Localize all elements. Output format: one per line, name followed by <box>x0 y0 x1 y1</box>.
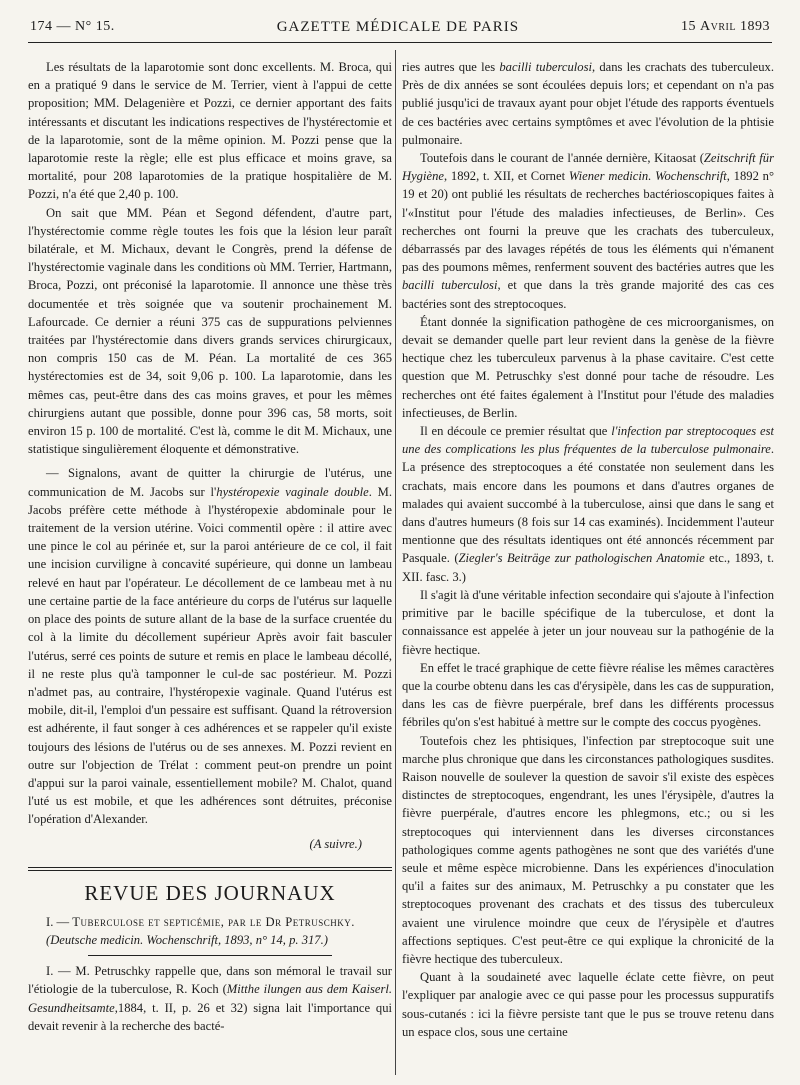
paragraph <box>28 962 392 1035</box>
italic-term: hystéropexie vaginale double <box>216 484 369 499</box>
journal-title: GAZETTE MÉDICALE DE PARIS <box>276 18 520 35</box>
paragraph: En effet le tracé graphique de cette fièvre réalise les mêmes caractères que la courbe obtenu dans les cas d'érysipèle, dans les cas de suppuration, dans les cas de fièvre puerpérale, bref dans les différents processus fébriles qu'on s'est habitué à mettre sur le compte des coccus pyogènes. <box>402 660 774 730</box>
italic-term: Wiener medicin. Wochenschrift <box>568 169 727 184</box>
entry-number: I. — <box>46 914 70 929</box>
section-title: REVUE DES JOURNAUX <box>84 880 336 905</box>
paragraph: Quant à la soudaineté avec laquelle éclate cette fièvre, on peut l'expliquer par analogie avec ce qui passe pour les processus suppuratifs sous-cutanés : ici la fièvre persiste tant que le pus se trouve retenu dans un espace clos, sous une certaine <box>402 970 774 1039</box>
text-run: Il en découle ce premier résultat que <box>420 424 612 439</box>
issue-date <box>681 19 770 35</box>
italic-term: bacilli tuberculosi <box>402 278 498 293</box>
italic-term: Zeitschrift für Hygiène <box>402 151 774 184</box>
entry-source: (Deutsche medicin. Wochenschrift, 1893, n° 14, p. 317.) <box>46 932 328 947</box>
text-run: ries autres que les <box>402 60 500 74</box>
text-run: , 1892, t. XII, et Cornet <box>443 169 569 184</box>
text-run: , et que dans la très grande majorité des cas ces bactéries sont des streptocoques. <box>402 278 774 311</box>
page-header <box>30 14 770 40</box>
text-run: — Signalons, avant de quitter la chirurgie de l'utérus, une communication de M. Jacobs sur l' <box>28 466 392 499</box>
italic-term: Ziegler's Beiträge zur pathologischen Anatomie <box>458 551 705 566</box>
text-run: . La présence des streptocoques a été constatée non seulement dans les crachats, mais encore dans les poumons et dans d'autres organes de malades qui avaient succombé à la tuberculose, ainsi que dans le sang et dans d'autres humeurs (8 fois sur 14 cas examinés). Incidemment l'auteur mentionne que des résultats identiques ont été annoncés récemment par Pasquale. ( <box>402 442 774 566</box>
text-run: I. — M. Petruschky rappelle que, dans son mémoral le travail sur l'étiologie de la tuberculose, R. Koch ( <box>28 964 392 997</box>
paragraph: Les résultats de la laparotomie sont donc excellents. M. Broca, qui en a pratiqué 9 dans le service de M. Terrier, vient à l'appui de cette proposition; MM. Delagenière et Pozzi, ce dernier apportant des faits intéressants et discutant les indications respectives de l'hystérectomie et de la laparotomie, sont de la même opinion. M. Pozzi pense que la laparotomie reste la règle; elle est plus efficace et moins grave, sa mortalité, pour 208 laparotomies de la pratique hospitalière de M. Pozzi, n'a été que 2,40 p. 100. <box>28 60 392 202</box>
date-day: 15 <box>681 19 697 34</box>
text-run: etc., 1893, t. XII. fasc. 3.) <box>402 551 774 584</box>
right-column <box>402 58 774 1073</box>
italic-term: l'infection par streptocoques est une des complications les plus fréquentes de la tuberculose pulmonaire <box>402 424 774 457</box>
continued-note: (A suivre.) <box>309 836 362 851</box>
text-run: ,1884, t. II, p. 26 et 32) signa lait l'importance qui devait revenir à la recherche des bacté- <box>28 1000 392 1033</box>
section-rule <box>28 870 392 871</box>
paragraph: On sait que MM. Péan et Segond défendent, d'autre part, l'hystérectomie comme règle toutes les fois que la lésion leur paraît bilatérale, et M. Michaux, devant le Congrès, prend la défense de l'hystérectomie vaginale dans les conditions où MM. Terrier, Hartmann, Broca, Pozzi, ont préconisé la laparotomie. Il annonce une thèse très documentée et très soignée que va soutenir prochainement M. Lafourcade. Ce dernier a réuni 375 cas de suppurations pelviennes traitées par l'hystérectomie dans divers grands services chirurgicaux, non compris 150 cas de M. Péan. La mortalité de ces 365 hystérectomies est de 34, soit 9,06 p. 100. La laparotomie, dans les mêmes cas, peut-être dans des cas moins graves, et pour les mêmes chirurgiens autant que possible, donne pour 396 cas, 58 morts, soit environ 15 p. 100 de mortalité. C'est là, comme le dit M. Michaux, une statistique singulièrement éloquente et démonstrative. <box>28 205 392 457</box>
text-run: . M. Jacobs préfère cette méthode à l'hystéropexie abdominale pour le traitement de la version utérine. Voici commentil opère : il attire avec une pince le col au périnée et, sur la paroi antérieure de ce col, il fait une incision curviligne à concavité supérieure, qui donne un lambeau relevé en haut par l'opérateur. Le décollement de ce lambeau met à nu une certaine partie de la face antérieure du corps de l'utérus sur laquelle on place des points de suture allant de la base de la surface cruentée du col à la limite du décollement supérieur Après avoir fait basculer l'utérus, serré ces points de suture et remis en place le lambeau décollé, il ne reste plus qu'à tamponner le cul-de sac postérieur. M. Pozzi n'admet pas, au contraire, l'hystéropexie vaginale. Quand l'utérus est mobile, dit-il, l'emploi d'un pessaire est suffisant. Quand la rétroversion est adhérente, il faut songer à ces adhérences et se rappeler qu'il existe toujours des lésions de l'utérus ou de ses annexes. M. Pozzi revient en outre sur l'objection de Trélat : comment peut-on prendre un point d'appui sur la paroi vainale, essentiellement mobile? M. Chalot, quand l'uté us est mobile, et que les adhérences sont détruites, préconise l'opération d'Alexander. <box>28 484 392 827</box>
section-rule <box>28 867 392 868</box>
review-entry-title <box>28 913 392 931</box>
paragraph: Toutefois chez les phtisiques, l'infection par streptocoque suit une marche plus chronique que dans les circonstances pathologiques susdites. Raison nouvelle de soulever la question de savoir s'il existe des espèces distinctes de streptocoques, engendrant, les unes l'érysipèle, d'autres la fièvre puerpérale, d'autres encore les phlegmons, etc.; ou si les streptocoques qui interviennent dans les diverses circonstances pathologiques comme agents pathogènes ne sont que des variétés d'une seule et même espèce microbienne. Dans les expériences d'inoculation qu'il a faites sur des animaux, M. Petruschky a pu constater que les streptocoques provenant des crachats et des tissus des tuberculeux avaient une virulence moindre que ceux de l'érysipèle et d'autres affections septiques. C'est peut-être ce qui explique la chronicité de la fièvre hectique des tuberculeux. <box>402 733 774 966</box>
italic-term: bacilli tuberculosi <box>499 60 592 74</box>
entry-title-text: Tuberculose et septicémie, par le Dr Petruschky. <box>72 914 355 929</box>
paragraph <box>28 464 392 828</box>
column-divider <box>395 50 396 1075</box>
paragraph <box>402 58 774 149</box>
text-run: , 1892 n° 19 et 20) ont publié les résultats de recherches bactérioscopiques faites à l'«Institut pour l'étude des maladies infectieuses, de Berlin». Ces recherches ont fourni la preuve que les crachats des tuberculeux, débarrassés par des lavages répétés de tous les éléments qui n'émanent pas des poumons mêmes, renferment souvent des bactéries autres que les <box>402 169 774 275</box>
paragraph: Étant donnée la signification pathogène de ces microorganismes, on devait se demander quelle part leur revient dans la genèse de la fièvre hectique chez les tuberculeux parvenus à la phase cavitaire. C'est cette question que M. Petruschky s'est donné pour tache de résoudre. Les recherches ont été faites également à l'Institut pour l'étude des maladies infectieuses, de Berlin. <box>402 314 774 420</box>
paragraph: Il s'agit là d'une véritable infection secondaire qui s'ajoute à l'infection primitive par le bacille spécifique de la tuberculose, et dont la connaissance est appelée à jeter un jour nouveau sur la pathogénie de la fièvre hectique. <box>402 587 774 657</box>
italic-term: Mitthe ilungen aus dem Kaiserl. Gesundheitsamte <box>28 982 392 1015</box>
header-rule <box>28 42 772 43</box>
date-year: 1893 <box>740 19 770 34</box>
text-run: , dans les crachats des tuberculeux. Près de dix années se sont écoulées depuis lors; et cependant on n'a pas publié jusqu'ici de travaux ayant pour objet l'étude des rapports éventuels de ces bactéries avec certains symptômes et avec l'évolution de la phtisie pulmonaire. <box>402 60 774 147</box>
review-entry-source <box>28 931 392 949</box>
text-run: Toutefois dans le courant de l'année dernière, Kitaosat ( <box>420 151 704 166</box>
date-month: Avril <box>700 19 736 34</box>
left-column <box>28 58 392 1073</box>
entry-rule <box>88 955 332 956</box>
page-number: 174 — N° 15. <box>30 19 115 34</box>
paragraph <box>402 422 774 586</box>
paragraph <box>402 149 774 313</box>
